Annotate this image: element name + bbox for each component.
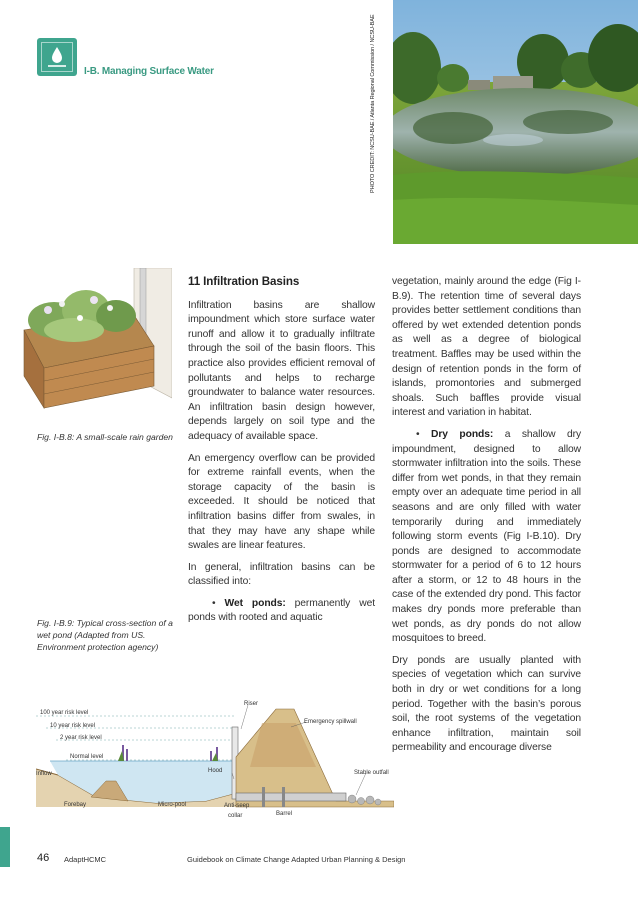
label-10-year: 10 year risk level xyxy=(50,723,96,729)
page-number: 46 xyxy=(37,852,50,864)
paragraph-vegetation: vegetation, mainly around the edge (Fig I-B.9). The retention time of several days provides better settlement conditions than offered by wet extended detention ponds as well as a degree of biological treatment. Baffles may be used within the design of retention ponds in the form of islands, promontories and submerged shoals. Such baffles provide visual interest and variation in habitat. xyxy=(392,276,581,419)
label-stable-outfall: Stable outfall xyxy=(354,770,389,776)
paragraph-overflow: An emergency overflow can be provided for extreme rainfall events, when the storage capacity of the basin is exceeded. It should be noticed that infiltration basins differ from swales, in that they may have any shape while swales are linear features. xyxy=(188,452,375,552)
label-anti-seep: Anti-seep xyxy=(224,803,250,809)
rain-garden-illustration xyxy=(14,268,172,420)
label-emergency-spillway: Emergency spillwall xyxy=(304,719,357,725)
section-title: I-B. Managing Surface Water xyxy=(84,66,214,77)
label-hood: Hood xyxy=(208,768,223,774)
wet-ponds-text: permanently wet ponds with rooted and aquatic xyxy=(188,597,375,624)
dry-ponds-text: a shallow dry impoundment, designed to allow stormwater infiltration into the soils. These differ from wet ponds, in that they remain empty over an adequate time period in all seasons and are only filled with water temporarily during and immediately following storm events (Fig I-B.10). Dry ponds are designed to accommodate stormwater for a period of 6 to 12 hours after a storm, or 12 to 48 hours in the case of the extended dry pond. This factor makes dry ponds more preferable than wet ponds, as dry ponds do not allow mosquitoes to breed. xyxy=(392,428,581,645)
pond-photo xyxy=(393,0,638,244)
label-anti-seep-collar: collar xyxy=(228,813,243,819)
label-micro-pool: Micro-pool xyxy=(158,802,187,808)
label-forebay: Forebay xyxy=(64,802,87,808)
dry-ponds-label: Dry ponds: xyxy=(431,428,494,440)
label-barrel: Barrel xyxy=(276,811,293,817)
photo-credit xyxy=(370,8,390,193)
section-heading: 11 Infiltration Basins xyxy=(188,275,300,288)
bullet-symbol: • xyxy=(212,597,216,609)
label-100-year: 100 year risk level xyxy=(40,710,89,716)
label-riser: Riser xyxy=(244,701,259,707)
paragraph-planting: Dry ponds are usually planted with species of vegetation which can survive both in dry or wet conditions for a long period. Together with the basin’s porous soil, the root systems of the vegetation enhance infiltration, maintain soil permeability and encourage diverse xyxy=(392,654,581,754)
label-inflow: Inflow xyxy=(36,771,52,777)
section-icon xyxy=(37,38,77,76)
article-column-right xyxy=(392,275,581,763)
paragraph-intro: Infiltration basins are shallow impoundment which store surface water runoff and allow it to gradually infiltrate through the soil of the basin floors. This practice also provides efficient removal of pollutants and helps to recharge groundwater to balance water resources. An infiltration basin design however, depends largely on soil type and the adequacy of available space. xyxy=(188,299,375,442)
water-drop-icon xyxy=(37,38,77,76)
wet-pond-cross-section-diagram xyxy=(36,697,394,827)
accent-side-bar xyxy=(0,827,10,867)
bullet-dry-ponds xyxy=(392,428,581,647)
article-column-middle xyxy=(188,275,375,633)
paragraph-classification: In general, infiltration basins can be classified into: xyxy=(188,561,375,588)
figure-caption-b8: Fig. I-B.8: A small-scale rain garden xyxy=(37,432,173,442)
label-normal-level: Normal level xyxy=(70,754,104,760)
wet-ponds-label: Wet ponds: xyxy=(224,597,286,609)
footer-brand: AdaptHCMC xyxy=(64,855,107,864)
photo-credit-text: PHOTO CREDIT: NCSU-BAE / Atlanta Regional Commission / NCSU-BAE xyxy=(370,14,376,193)
label-2-year: 2 year risk level xyxy=(60,735,102,741)
footer-title: Guidebook on Climate Change Adapted Urban Planning & Design xyxy=(187,855,406,864)
figure-caption-b9: Fig. I-B.9: Typical cross-section of a wet pond (Adapted from US. Environment protection agency) xyxy=(37,618,173,652)
bullet-wet-ponds xyxy=(188,597,375,626)
bullet-symbol: • xyxy=(416,428,420,440)
